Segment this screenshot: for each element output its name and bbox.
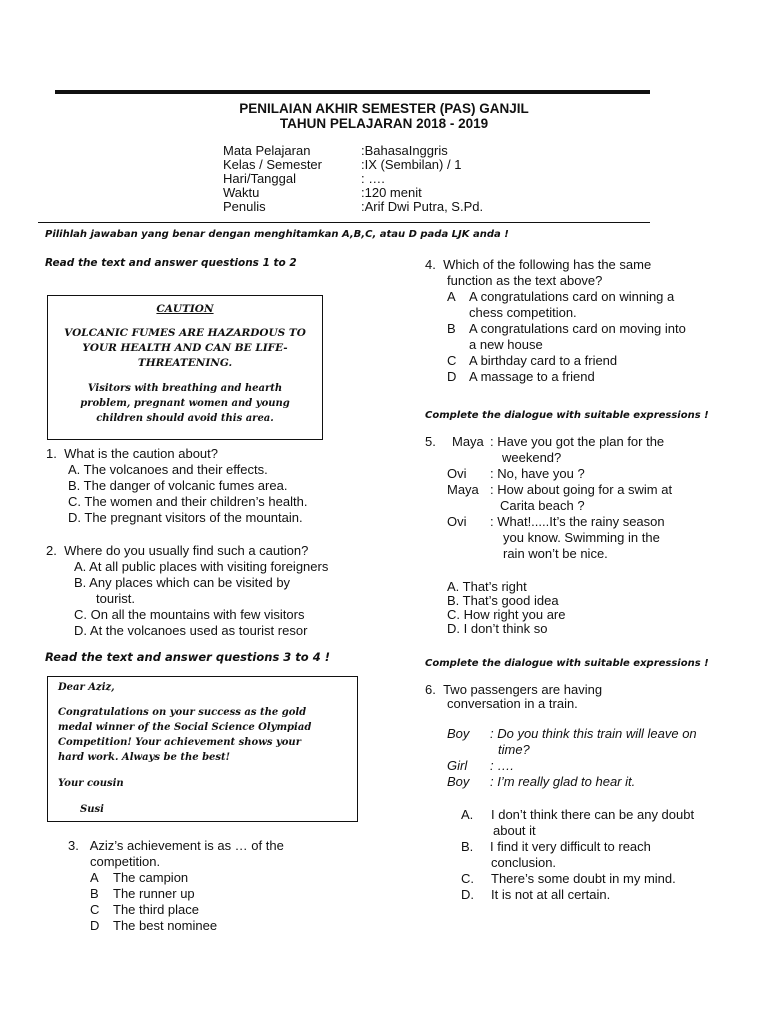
- question-6-cont: conversation in a train.: [447, 696, 578, 711]
- q6-line-2: time?: [498, 742, 530, 757]
- q5-line-2: weekend?: [502, 450, 562, 465]
- q4-option-d: D A massage to a friend: [447, 369, 595, 384]
- caution-title: CAUTION: [156, 303, 214, 315]
- q5-line-8: rain won’t be nice.: [503, 546, 608, 561]
- card-closing: Your cousin: [58, 778, 124, 789]
- q3-option-b: B The runner up: [90, 886, 195, 901]
- section1-heading: Read the text and answer questions 1 to 2: [45, 257, 297, 269]
- caution-box: [47, 295, 323, 440]
- q5-line-5: Carita beach ?: [500, 498, 585, 513]
- q5-option-d: D. I don’t think so: [447, 621, 548, 636]
- card-body: Congratulations on your success as the gold medal winner of the Social Science Olympiad Competition! Your achievement shows your hard work. Always be the best!: [58, 707, 312, 763]
- question-3: 3. Aziz’s achievement is as … of the: [68, 838, 284, 853]
- q6-option-a-cont: about it: [493, 823, 536, 838]
- q6-line-3: Girl : ….: [447, 758, 514, 773]
- question-1: 1. What is the caution about?: [46, 446, 219, 461]
- q5-line-1: Maya : Have you got the plan for the: [452, 434, 665, 449]
- greeting-card-box: [47, 676, 358, 822]
- q6-line-1: Boy : Do you think this train will leave on: [447, 726, 697, 741]
- q5-line-3: Ovi : No, have you ?: [447, 466, 585, 481]
- dialogue-heading-1: Complete the dialogue with suitable expressions !: [425, 410, 709, 421]
- q6-option-b: B. I find it very difficult to reach: [461, 839, 651, 854]
- q4-option-a: A A congratulations card on winning a: [447, 289, 675, 304]
- dialogue-heading-2: Complete the dialogue with suitable expressions !: [425, 658, 709, 669]
- q2-option-a: A. At all public places with visiting foreigners: [74, 559, 329, 574]
- question-4-cont: function as the text above?: [447, 273, 603, 288]
- q2-option-c: C. On all the mountains with few visitors: [74, 607, 305, 622]
- q3-option-a: A The campion: [90, 870, 189, 885]
- card-signature: Susi: [80, 804, 104, 815]
- question-3-cont: competition.: [90, 854, 161, 869]
- general-instruction: Pilihlah jawaban yang benar dengan menghitamkan A,B,C, atau D pada LJK anda !: [45, 229, 509, 240]
- school-year-title: TAHUN PELAJARAN 2018 - 2019: [279, 116, 489, 131]
- section2-heading: Read the text and answer questions 3 to 4 !: [45, 650, 330, 664]
- q5-line-6: Ovi : What!.....It’s the rainy season: [447, 514, 665, 529]
- caution-paragraph-1: VOLCANIC FUMES ARE HAZARDOUS TO YOUR HEALTH AND CAN BE LIFE- THREATENING.: [64, 327, 306, 369]
- question-2: 2. Where do you usually find such a caution?: [46, 543, 309, 558]
- header-divider: [38, 222, 650, 223]
- q6-option-c: C. There’s some doubt in my mind.: [461, 871, 676, 886]
- q1-option-a: A. The volcanoes and their effects.: [68, 462, 268, 477]
- q6-option-a: A. I don’t think there can be any doubt: [461, 807, 695, 822]
- q5-line-4: Maya : How about going for a swim at: [447, 482, 673, 497]
- question-5-number: 5.: [425, 434, 436, 449]
- q1-option-d: D. The pregnant visitors of the mountain.: [68, 510, 303, 525]
- q2-option-d: D. At the volcanoes used as tourist resor: [74, 623, 308, 638]
- q1-option-c: C. The women and their children’s health.: [68, 494, 308, 509]
- exam-title: PENILAIAN AKHIR SEMESTER (PAS) GANJIL: [239, 101, 529, 116]
- q6-option-b-cont: conclusion.: [491, 855, 557, 870]
- q6-option-d: D. It is not at all certain.: [461, 887, 611, 902]
- q2-option-b-cont: tourist.: [96, 591, 136, 606]
- q2-option-b: B. Any places which can be visited by: [74, 575, 291, 590]
- question-4: 4. Which of the following has the same: [425, 257, 652, 272]
- question-6: 6. Two passengers are having: [425, 682, 603, 697]
- q4-option-b-cont: a new house: [469, 337, 543, 352]
- q4-option-c: C A birthday card to a friend: [447, 353, 618, 368]
- q3-option-d: D The best nominee: [90, 918, 218, 933]
- q3-option-c: C The third place: [90, 902, 199, 917]
- q4-option-a-cont: chess competition.: [469, 305, 577, 320]
- card-greeting: Dear Aziz,: [58, 682, 115, 693]
- q5-option-b: B. That’s good idea: [447, 593, 559, 608]
- q5-line-7: you know. Swimming in the: [503, 530, 660, 545]
- top-rule: [55, 90, 650, 94]
- q5-option-c: C. How right you are: [447, 607, 566, 622]
- q6-line-4: Boy : I’m really glad to hear it.: [447, 774, 636, 789]
- q4-option-b: B A congratulations card on moving into: [447, 321, 686, 336]
- q1-option-b: B. The danger of volcanic fumes area.: [68, 478, 288, 493]
- caution-paragraph-2: Visitors with breathing and hearth problem, pregnant women and young children should avoid this area.: [80, 383, 290, 424]
- q5-option-a: A. That’s right: [447, 579, 527, 594]
